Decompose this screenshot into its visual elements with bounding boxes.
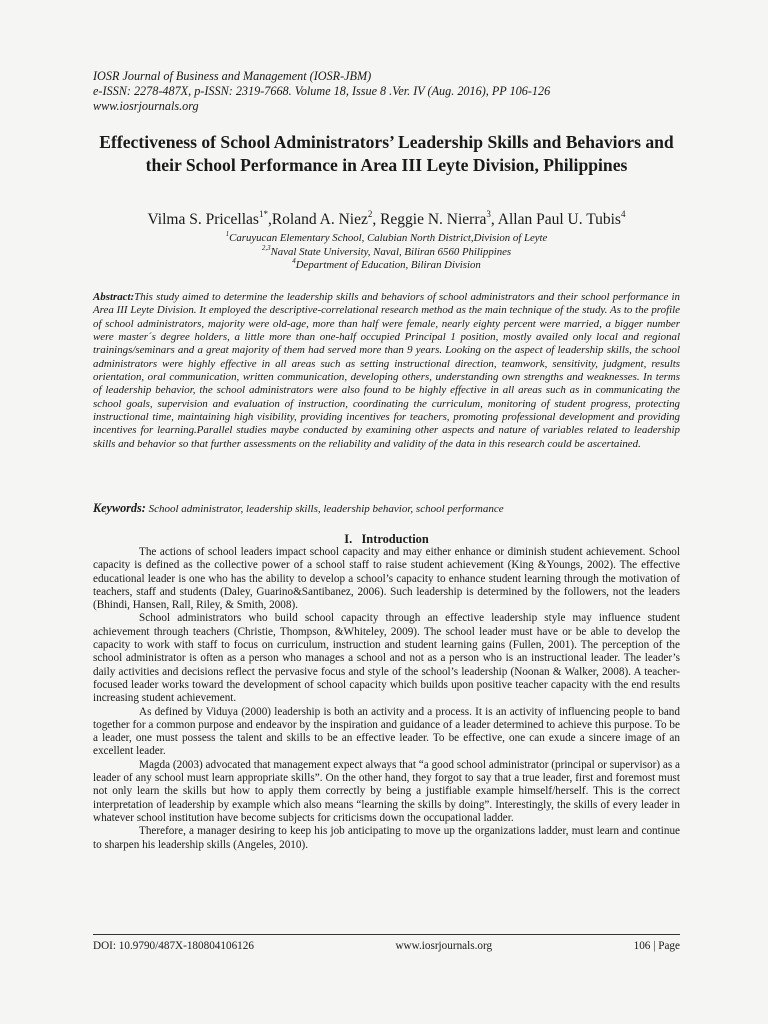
journal-issn: e-ISSN: 2278-487X, p-ISSN: 2319-7668. Volume 18, Issue 8 .Ver. IV (Aug. 2016), PP 106-126 (93, 84, 551, 98)
section-title: Introduction (361, 532, 429, 546)
paragraph: The actions of school leaders impact school capacity and may either enhance or diminish student achievement. School capacity is defined as the collective power of a school staff to raise student achievement (King &Youngs, 2002). The effective educational leader is one who has the ability to develop a school’s capacity to enhance student learning through the motivation of teachers, staff and students (Daley, Guarino&Santibanez, 2006). Such leadership is determined by the followers, not the leaders (Bhindi, Hansen, Rall, Riley, & Smith, 2008). (93, 546, 680, 612)
author-affiliation-mark: 1* (258, 209, 268, 219)
affiliation-mark: 2,3 (261, 243, 271, 252)
paragraph: Therefore, a manager desiring to keep his job anticipating to move up the organizations ladder, must learn and continue to sharpen his leadership skills (Angeles, 2010). (93, 825, 680, 851)
affiliation (93, 232, 680, 246)
affiliation-text: Naval State University, Naval, Biliran 6560 Philippines (270, 245, 512, 258)
keywords-text: School administrator, leadership skills, leadership behavior, school performance (148, 503, 504, 515)
section-number: I. (344, 532, 353, 546)
affiliation-mark: 4 (292, 257, 296, 265)
journal-name: IOSR Journal of Business and Management (IOSR-JBM) (93, 69, 372, 83)
footer-divider (93, 934, 680, 935)
author-name: Allan Paul U. Tubis (497, 211, 621, 228)
abstract-text: This study aimed to determine the leadership skills and behaviors of school administrators and their school performance in Area III Leyte Division. It employed the descriptive-correlational research method as the main technique of the study. As to the profile of school administrators, majority were old-age, more than half were female, nearly eighty percent were married, a bigger number were master´s degree holders, a little more than one-half occupied Principal 1 position, mostly availed only local and regional trainings/seminars and a great majority of them had served more than 9 years. Looking on the aspect of leadership skills, the school administrators were highly effective in all areas such as setting instructional direction, teamwork, sensitivity, judgment, results orientation, oral communication, written communication, developing others, understanding own strengths and weaknesses. In terms of leadership behavior, the school administrators were also found to be highly effective in all areas such as in communicating the school goals, supervision and evaluation of instruction, coordinating the curriculum, monitoring of student progress, protecting instructional time, maintaining high visibility, providing incentives for teachers, promoting professional development and providing incentives for learning.Parallel studies maybe conducted by examining other aspects and nature of variables related to leadership skills and behavior so that further assessments on the reliability and validity of the data in this research could be ascertained. (93, 291, 680, 450)
keywords (93, 501, 680, 516)
author-name: Reggie N. Nierra (380, 211, 487, 228)
section-heading (93, 532, 680, 547)
page-footer (93, 940, 680, 952)
author-affiliation-mark: 3 (486, 209, 491, 219)
author-name: Roland A. Niez (271, 211, 368, 228)
author-list: Vilma S. Pricellas$^{1*}$,Roland A. Niez$^2$, Reggie N. Nierra$^3$, Allan Paul U. Tubis$^4$ (147, 209, 626, 228)
affiliation (93, 243, 680, 260)
footer-website: www.iosrjournals.org (395, 940, 493, 952)
journal-website: www.iosrjournals.org (93, 99, 199, 113)
paragraph: Magda (2003) advocated that management expect always that “a good school administrator (principal or supervisor) as a leader of any school must learn appropriate skills”. On the other hand, they forgot to say that a true leader, first and foremost must not only learn the skills but how to apply them correctly by being a justifiable example himself/herself. This is the correct interpretation of leadership by example which also means “learning the skills by doing”. Interestingly, the skills of every leader in whatever school institution have become subjects for criticisms down the occupational ladder. (93, 758, 680, 824)
paper-title: Effectiveness of School Administrators’ Leadership Skills and Behaviors and their School Performance in Area III Leyte Division, Philippines (99, 132, 674, 175)
author-affiliation-mark: 2 (367, 209, 373, 219)
paragraph: As defined by Viduya (2000) leadership is both an activity and a process. It is an activity of influencing people to band together for a common purpose and endeavor by the inspiration and guidance of a leader determined to achieve this purpose. To be a leader, one must possess the talent and skills to be an effective leader. To be effective, one can exude a sincere image of an excellent leader. (93, 705, 680, 758)
author-name: Vilma S. Pricellas (147, 211, 259, 228)
affiliation-mark: 1 (225, 230, 230, 238)
affiliation-text: Department of Education, Biliran Division (295, 259, 481, 271)
footer-page-number: 106 | Page (633, 940, 680, 952)
affiliation-list (93, 232, 680, 273)
abstract (93, 291, 680, 451)
footer-doi: DOI: 10.9790/487X-180804106126 (93, 940, 254, 952)
keywords-label: Keywords: (93, 501, 146, 515)
abstract-label: Abstract: (93, 291, 135, 303)
paragraph: School administrators who build school capacity through an effective leadership style may influence student achievement through teachers (Christie, Thompson, &Whiteley, 2009). The school leader must have or be able to develop the capacity to work with staff to focus on curriculum, instruction and student learning gains (Fullen, 2001). The perception of the school administrator is often as a person who manages a school and not as a person who is an instructional leader. The leader’s daily activities and decisions reflect the pervasive focus and style of the school’s leadership (Noonan & Walker, 2008). A teacher-focused leader works toward the development of school capacity which builds upon positive teacher capacity with the end results increasing student achievement. (93, 612, 680, 705)
journal-header (93, 69, 550, 114)
author-affiliation-mark: 4 (620, 209, 626, 219)
introduction-body (93, 546, 680, 852)
affiliation (93, 259, 680, 273)
affiliation-text: Caruyucan Elementary School, Calubian North District,Division of Leyte (229, 232, 548, 244)
